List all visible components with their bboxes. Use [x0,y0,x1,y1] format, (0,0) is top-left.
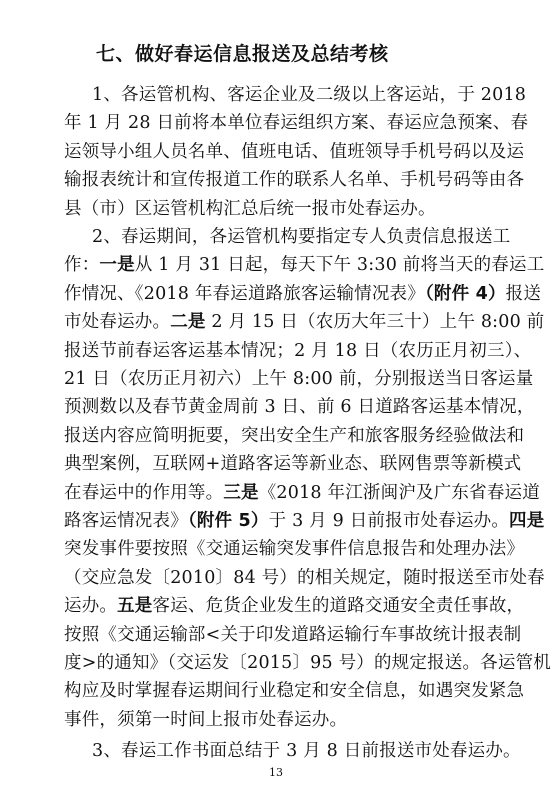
text-segment: 于 3 月 9 日前报市处春运办。 [268,511,510,531]
text-segment: 作： [64,255,100,276]
text-line [64,337,531,362]
page-number: 13 [269,766,283,779]
text-segment: 《2018 年江浙闽沪及广东省春运道 [258,482,540,503]
text-line [64,393,535,418]
text-segment: 县（市）区运管机构汇总后统一报市处春运办。 [64,198,436,219]
text-segment: 21 日（农历正月初六）上午 8:00 前，分别报送当日客运量 [64,369,534,389]
text-segment: 按照《交通运输部<关于印发道路运输行车事故统计报表制 [64,624,522,645]
text-segment: 市处春运办。 [64,312,171,333]
text-line [64,109,528,134]
text-line [92,223,510,248]
text-line [64,592,524,617]
text-segment: 3、春运工作书面总结于 3 月 8 日前报送市处春运办。 [92,741,521,761]
text-line [64,564,545,589]
text-segment: 度>的通知》（交运发〔2015〕95 号）的规定报送。各运管机 [64,653,551,673]
text-line [92,81,526,106]
text-line [64,507,544,532]
text-line [64,280,541,305]
section-heading: 七、做好春运信息报送及总结考核 [96,43,389,65]
bold-text-segment: 四是 [509,511,545,531]
text-line [64,706,347,731]
text-segment: 构应及时掌握春运期间行业稳定和安全信息，如遇突发紧急 [64,681,525,702]
text-line [64,166,524,191]
text-segment: 运领导小组人员名单、值班电话、值班领导手机号码以及运 [64,141,525,162]
text-segment: 作情况、《2018 年春运道路旅客运输情况表》 [64,283,425,304]
bold-text-segment: （附件 4） [424,283,506,304]
text-line [64,535,524,560]
text-segment: 预测数以及春节黄金周前 3 日、前 6 日道路客运基本情况， [64,397,535,418]
text-segment: 突发事件要按照《交通运输突发事件信息报告和处理办法》 [64,539,525,560]
bold-text-segment: （附件 5） [187,511,269,531]
text-line [64,479,540,504]
text-segment: 2 月 15 日（农历大年三十）上午 8:00 前 [205,312,545,333]
text-segment: 客运、危货企业发生的道路交通安全责任事故， [152,596,525,617]
bold-text-segment: 一是 [99,255,135,276]
bold-text-segment: 三是 [223,482,259,503]
text-segment: 路客运情况表》 [64,511,188,531]
text-segment: （交应急发〔2010〕84 号）的相关规定，随时报送至市处春 [64,567,545,588]
text-segment: 事件，须第一时间上报市处春运办。 [64,709,348,730]
text-line [64,422,524,447]
text-segment: 从 1 月 31 日起，每天下午 3:30 前将当天的春运工 [134,255,545,276]
text-line [64,649,551,674]
text-segment: 报送节前春运客运基本情况；2 月 18 日（农历正月初三）、 [64,340,532,361]
text-segment: 在春运中的作用等。 [64,482,224,503]
text-segment: 2、春运期间，各运管机构要指定专人负责信息报送工 [92,227,511,247]
text-line [64,450,521,475]
text-line [64,308,544,333]
text-line [64,365,533,390]
text-segment: 输报表统计和宣传报道工作的联系人名单、手机号码等由各 [64,170,525,191]
text-segment: 年 1 月 28 日前将本单位春运组织方案、春运应急预案、春 [64,113,529,134]
text-line [64,138,524,163]
text-line [92,737,521,762]
bold-text-segment: 五是 [117,596,153,617]
text-segment: 1、各运管机构、客运企业及二级以上客运站，于 2018 [92,85,527,105]
bold-text-segment: 二是 [170,312,206,333]
text-segment: 典型案例，互联网+道路客运等新业态、联网售票等新模式 [64,454,522,475]
text-segment: 报送内容应简明扼要，突出安全生产和旅客服务经验做法和 [64,425,525,446]
text-line [64,251,544,276]
text-line [64,621,521,646]
text-line [64,677,524,702]
text-line [64,195,436,220]
text-segment: 报送 [505,283,542,304]
text-segment: 运办。 [64,596,118,617]
